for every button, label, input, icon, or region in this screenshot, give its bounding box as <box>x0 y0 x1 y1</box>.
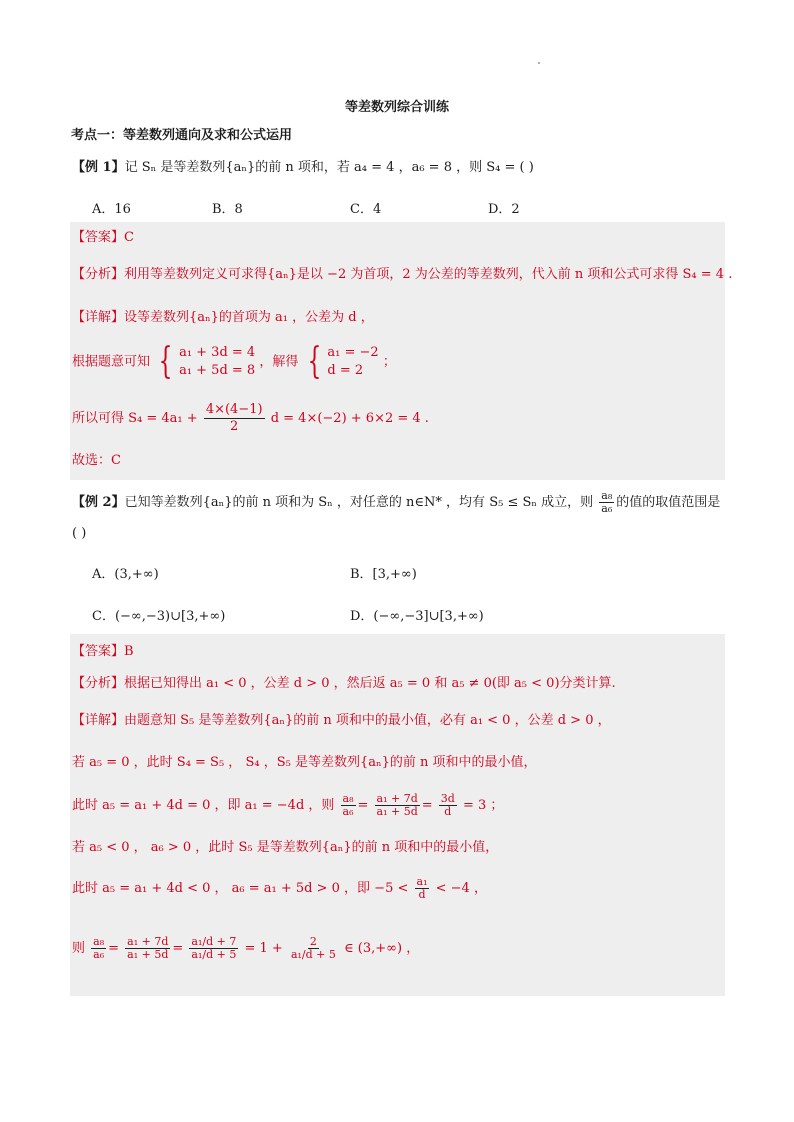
example-2-detail-6: 则 $\frac{\text{a₈}}{\text{a₆}}$ = $\frac{\text{a₁ + 7d}}{\text{a₁ + 5d}}$ = $\frac{\text{a₁/d + 7}}{\text{a₁/d + 5}}$ = 1 + $\frac{2}{\text{a₁/d + 5}}$ ∈ (3,+∞) ， <box>72 935 420 961</box>
fraction-3d-d: $\frac{3d}{d}$ <box>440 792 455 818</box>
example-2-tag: 【例 2】 <box>72 495 125 510</box>
example-1-choice-a: A．16 <box>92 202 131 217</box>
example-1-question <box>72 159 534 177</box>
equation-system-1: { a₁ + 3d = 4 a₁ + 5d = 8 <box>158 341 256 382</box>
example-2-question-text: 已知等差数列{aₙ}的前 n 项和为 Sₙ ，对任意的 n∈N* ，均有 S₅ ≤ Sₙ 成立，则 <box>124 495 594 510</box>
example-2-question-suffix: 的值的取值范围是 <box>616 495 721 510</box>
example-2-choice-b: B．[3,+∞) <box>350 567 417 582</box>
example-1-detail-1: 【详解】设等差数列{aₙ}的首项为 a₁ ，公差为 d ， <box>72 310 374 325</box>
detail-3-suffix: d = 4×(−2) + 6×2 = 4 . <box>270 411 429 426</box>
example-1-detail-2 <box>72 341 396 382</box>
example-1-analysis: 【分析】利用等差数列定义可求得{aₙ}是以 −2 为首项，2 为公差的等差数列，代入前 n 项和公式可求得 S₄ = 4 . <box>72 267 733 282</box>
system-2-row-1: a₁ = −2 <box>327 345 379 360</box>
fraction-a1-d: $\frac{\text{a₁}}{d}$ <box>416 875 428 901</box>
scan-dot <box>538 62 540 64</box>
page-title: 等差数列综合训练 <box>344 100 449 115</box>
system-1-row-1: a₁ + 3d = 4 <box>179 345 256 360</box>
fraction-compound: $\frac{\text{a₁/d + 7}}{\text{a₁/d + 5}}$ <box>191 935 237 961</box>
example-2-detail-2: 若 a₅ = 0 ，此时 S₄ = S₅ ， S₄ ，S₅ 是等差数列{aₙ}的前 n 项和中的最小值， <box>72 755 537 770</box>
detail-3-prefix: 所以可得 S₄ = 4a₁ + <box>72 411 198 426</box>
detail-3-prefix-2: 此时 a₅ = a₁ + 4d = 0 ，即 a₁ = −4d ，则 <box>72 798 335 813</box>
detail-3-fraction: $\frac{4\times(4-1)}{2}$ <box>205 402 263 434</box>
example-1-detail-3 <box>72 402 429 435</box>
example-2-answer: 【答案】B <box>72 644 134 659</box>
detail-6-prefix: 则 <box>72 941 86 956</box>
fraction-7d-5d: $\frac{\text{a₁ + 7d}}{\text{a₁ + 5d}}$ <box>376 792 418 818</box>
detail-2-middle: ，解得 <box>259 354 299 370</box>
equation-system-2: { a₁ = −2 d = 2 <box>307 341 379 382</box>
example-1-choice-d: D．2 <box>488 202 520 217</box>
example-2-detail-4: 若 a₅ < 0 ， a₆ > 0 ，此时 S₅ 是等差数列{aₙ}的前 n 项和中的最小值， <box>72 840 499 855</box>
example-1-conclusion: 故选：C <box>72 453 121 468</box>
detail-6-suffix: ∈ (3,+∞) ， <box>344 941 420 956</box>
fraction-a8-a6: $\frac{\text{a₈}}{\text{a₆}}$ <box>342 792 354 818</box>
detail-3-suffix-2: = 3 ； <box>462 798 504 813</box>
system-1-row-2: a₁ + 5d = 8 <box>179 363 256 378</box>
fraction-a8-a6-2: $\frac{\text{a₈}}{\text{a₆}}$ <box>93 935 105 961</box>
detail-5-suffix: < −4 ， <box>435 881 487 896</box>
detail-2-suffix: ； <box>382 354 396 370</box>
example-1-question-text: 记 Sₙ 是等差数列{aₙ}的前 n 项和，若 a₄ = 4 ，a₆ = 8 ，则 S₄ = ( ) <box>124 160 534 175</box>
example-2-detail-3: 此时 a₅ = a₁ + 4d = 0 ，即 a₁ = −4d ，则 $\frac{\text{a₈}}{\text{a₆}}$ = $\frac{\text{a₁ + 7d}}{\text{a₁ + 5d}}$ = $\frac{3d}{d}$ = 3 ； <box>72 792 504 818</box>
detail-5-prefix: 此时 a₅ = a₁ + 4d < 0 ， a₆ = a₁ + 5d > 0 ，即 −5 < <box>72 881 409 896</box>
system-2-row-2: d = 2 <box>327 363 364 378</box>
example-2-analysis: 【分析】根据已知得出 a₁ < 0 ，公差 d > 0 ，然后返 a₅ = 0 和 a₅ ≠ 0(即 a₅ < 0)分类计算. <box>72 676 616 691</box>
detail-2-prefix: 根据题意可知 <box>72 354 151 370</box>
example-2-paren: ( ) <box>72 526 87 541</box>
example-1-answer: 【答案】C <box>72 230 134 245</box>
example-2-question <box>72 490 720 515</box>
example-2-choice-d: D．(−∞,−3]∪[3,+∞) <box>350 609 484 624</box>
example-1-choice-b: B．8 <box>212 202 243 217</box>
fraction-2-over: $\frac{2}{\text{a₁/d + 5}}$ <box>290 935 336 961</box>
section-heading: 考点一：等差数列通向及求和公式运用 <box>71 128 293 143</box>
question-fraction: $\frac{\text{a₈}}{\text{a₆}}$ <box>601 489 613 515</box>
example-2-choice-c: C．(−∞,−3)∪[3,+∞) <box>92 609 226 624</box>
example-1-choice-c: C．4 <box>350 202 382 217</box>
example-1-tag: 【例 1】 <box>72 160 125 175</box>
example-2-choice-a: A．(3,+∞) <box>92 567 159 582</box>
example-2-detail-1: 【详解】由题意知 S₅ 是等差数列{aₙ}的前 n 项和中的最小值，必有 a₁ < 0 ，公差 d > 0 ， <box>72 713 611 728</box>
fraction-7d-5d-2: $\frac{\text{a₁ + 7d}}{\text{a₁ + 5d}}$ <box>127 935 169 961</box>
detail-6-middle: = 1 + <box>244 941 283 956</box>
example-2-detail-5 <box>72 876 487 901</box>
